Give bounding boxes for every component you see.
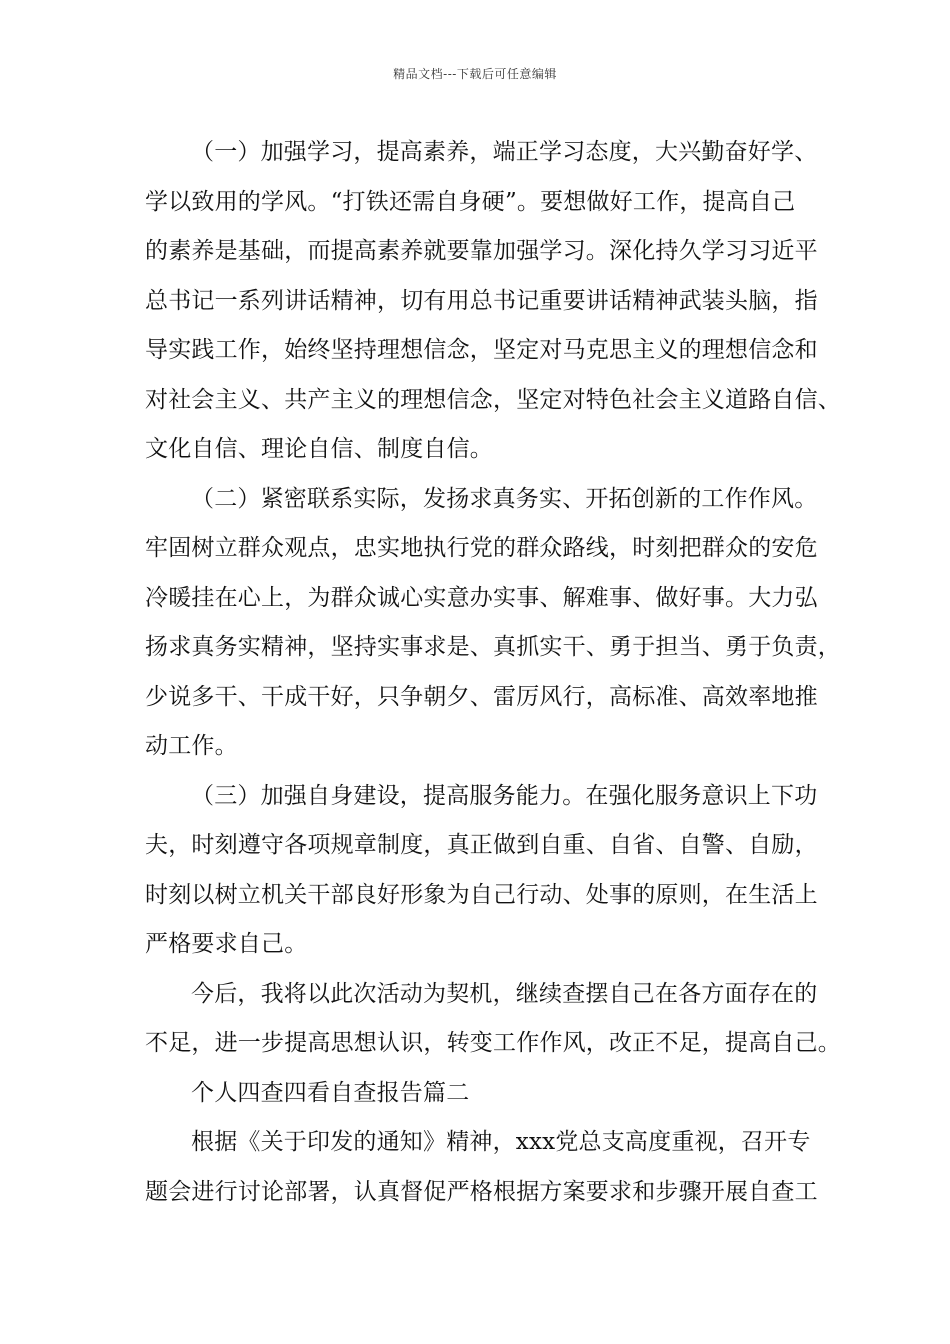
text-line: （三）加强自身建设，提高服务能力。在强化服务意识上下功 — [191, 782, 818, 809]
text-line: 少说多干、干成干好，只争朝夕、雷厉风行，高标准、高效率地推 — [145, 683, 818, 710]
text-line: 今后，我将以此次活动为契机，继续查摆自己在各方面存在的 — [191, 980, 818, 1007]
text-line: （一）加强学习，提高素养，端正学习态度，大兴勤奋好学、 — [191, 139, 818, 165]
text-line: 文化自信、理论自信、制度自信。 — [145, 436, 493, 462]
text-line: 严格要求自己。 — [145, 931, 308, 957]
text-line: 动工作。 — [145, 733, 238, 759]
text-line: 导实践工作，始终坚持理想信念，坚定对马克思主义的理想信念和 — [145, 337, 818, 363]
text-line: 时刻以树立机关干部良好形象为自己行动、处事的原则，在生活上 — [145, 881, 818, 908]
text-line: 扬求真务实精神，坚持实事求是、真抓实干、勇于担当、勇于负责， — [145, 634, 841, 660]
text-line: 牢固树立群众观点，忠实地执行党的群众路线，时刻把群众的安危 — [145, 535, 818, 561]
text-line: 学以致用的学风。“打铁还需自身硬”。要想做好工作，提高自己 — [145, 188, 796, 215]
document-body — [145, 128, 841, 1217]
page-header: 精品文档---下载后可任意编辑 — [393, 67, 557, 81]
text-line: 冷暖挂在心上，为群众诚心实意办实事、解难事、做好事。大力弘 — [145, 584, 818, 611]
text-line: 题会进行讨论部署，认真督促严格根据方案要求和步骤开展自查工 — [145, 1178, 818, 1205]
text-line: 不足，进一步提高思想认识，转变工作作风，改正不足，提高自己。 — [145, 1030, 841, 1056]
text-line: 根据《关于印发的通知》精神，xxx党总支高度重视，召开专 — [191, 1129, 811, 1155]
text-line: （二）紧密联系实际，发扬求真务实、开拓创新的工作作风。 — [191, 485, 818, 512]
text-line: 对社会主义、共产主义的理想信念，坚定对特色社会主义道路自信、 — [145, 386, 841, 413]
text-line: 个人四查四看自查报告篇二 — [191, 1079, 470, 1106]
text-line: 夫，时刻遵守各项规章制度，真正做到自重、自省、自警、自励， — [145, 832, 818, 858]
text-line: 的素养是基础，而提高素养就要靠加强学习。深化持久学习习近平 — [145, 238, 818, 264]
text-line: 总书记一系列讲话精神，切有用总书记重要讲话精神武装头脑，指 — [145, 287, 818, 314]
